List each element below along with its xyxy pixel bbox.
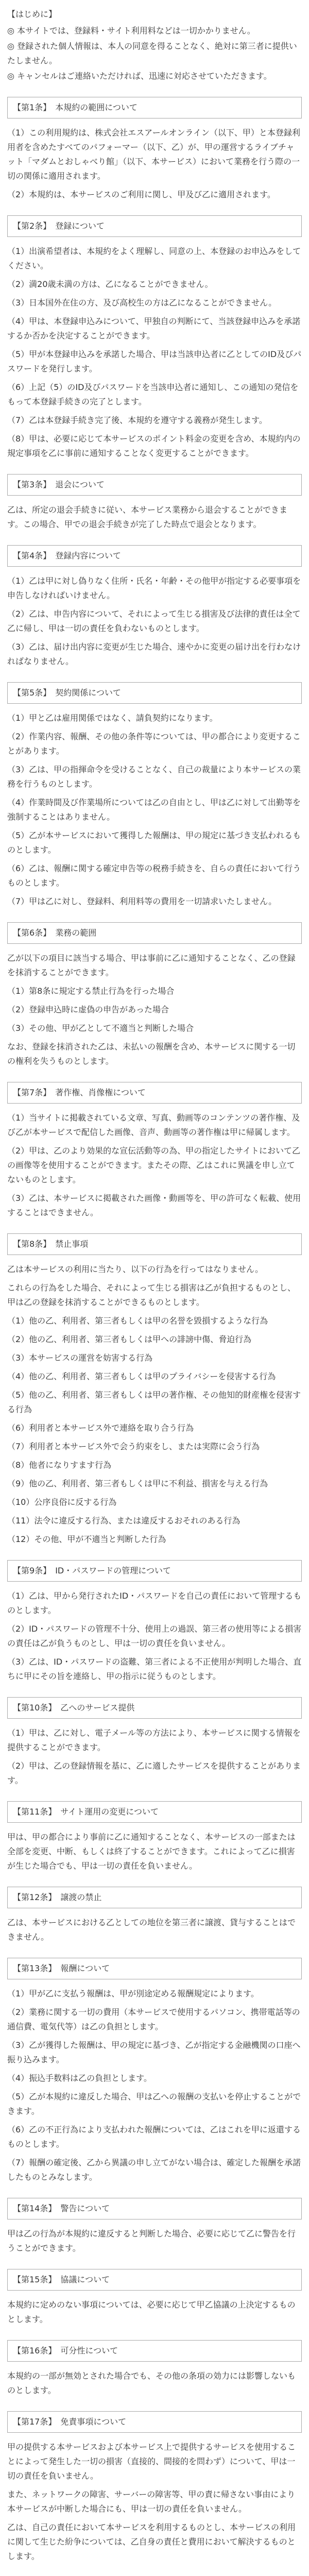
article-title: 譲渡の禁止 — [60, 1892, 102, 1902]
article-title: 登録について — [55, 221, 105, 231]
article-paragraph: （6）上記（5）のID及びパスワードを当該申込者に通知し、この通知の発信をもって本登録手続きの完了とします。 — [7, 382, 299, 406]
article-paragraph: （5）他の乙、利用者、第三者もしくは甲の著作権、その他知的財産権を侵害する行為 — [7, 1390, 301, 1414]
article-8 — [7, 1233, 302, 1547]
article-heading — [7, 215, 302, 237]
article-paragraph: （2）甲は、乙の登録情報を基に、乙に適したサービスを提供することがあります。 — [7, 1761, 301, 1785]
article-paragraph: （1）この利用規約は、株式会社エスアールオンライン（以下、甲）と本登録利用者を含めたすべてのパフォーマー（以下、乙）が、甲の運営するライブチャット「マダムとおしゃべり館」（以下、本サービス）において業務を行う際の一切の関係に適用されます。 — [7, 128, 300, 181]
article-paragraph: （3）乙は、本サービスに掲載された画像・動画等を、甲の許可なく転載、使用することはできません。 — [7, 1193, 301, 1217]
article-title: 禁止事項 — [55, 1239, 89, 1249]
article-heading — [7, 922, 302, 944]
article-number: 【第10条】 — [13, 1703, 53, 1713]
article-17 — [7, 2411, 302, 2564]
article-title: 警告について — [60, 2204, 110, 2213]
article-paragraph: （5）乙が本規約に違反した場合、甲は乙への報酬の支払いを停止することができます。 — [7, 2092, 301, 2116]
article-paragraph: （1）第8条に規定する禁止行為を行った場合 — [7, 986, 175, 996]
article-paragraph: （2）ID・パスワードの管理不十分、使用上の過誤、第三者の使用等による損害の責任は乙が負うものとし、甲は一切の責任を負いません。 — [7, 1624, 302, 1648]
intro-block — [7, 7, 302, 83]
article-paragraph: （4）他の乙、利用者、第三者もしくは甲のプライバシーを侵害する行為 — [7, 1371, 276, 1381]
article-paragraph: （11）法令に違反する行為、または違反するおそれのある行為 — [7, 1516, 241, 1526]
article-paragraph: （7）報酬の確定後、乙から異議の申し立てがない場合は、確定した報酬を承諾したものとみなします。 — [7, 2158, 301, 2182]
article-number: 【第2条】 — [13, 221, 47, 231]
article-paragraph: （1）出演希望者は、本規約をよく理解し、同意の上、本登録のお申込みをしてください。 — [7, 246, 301, 270]
article-6 — [7, 922, 302, 1069]
article-9 — [7, 1560, 302, 1684]
article-4 — [7, 545, 302, 669]
article-paragraph: （1）乙は、甲から発行されたID・パスワードを自己の責任において管理するものとします。 — [7, 1591, 302, 1615]
article-paragraph: （2）本規約は、本サービスのご利用に関し、甲及び乙に適用されます。 — [7, 190, 276, 199]
article-paragraph: （1）当サイトに掲載されている文章、写真、動画等のコンテンツの著作権、及び乙が本サービスで配信した画像、音声、動画等の著作権は甲に帰属します。 — [7, 1113, 300, 1137]
article-paragraph: （2）満20歳未満の方は、乙になることができません。 — [7, 279, 213, 289]
article-number: 【第5条】 — [13, 688, 47, 698]
article-number: 【第3条】 — [13, 480, 47, 489]
article-paragraph: （4）振込手数料は乙の負担とします。 — [7, 2073, 152, 2083]
article-title: 免責事項について — [60, 2417, 127, 2427]
article-heading — [7, 1697, 302, 1719]
article-title: 業務の範囲 — [55, 928, 97, 938]
article-title: 本規約の範囲について — [55, 103, 138, 112]
article-12 — [7, 1887, 302, 1944]
article-paragraph: （9）他の乙、利用者、第三者もしくは甲に不利益、損害を与える行為 — [7, 1479, 268, 1488]
article-paragraph: （12）その他、甲が不適当と判断した行為 — [7, 1534, 166, 1544]
article-paragraph: （1）乙は甲に対し偽りなく住所・氏名・年齢・その他甲が指定する必要事項を申告しなければいけません。 — [7, 576, 301, 600]
article-number: 【第9条】 — [13, 1566, 47, 1575]
article-heading — [7, 2269, 302, 2291]
article-paragraph: （8）他者になりすます行為 — [7, 1460, 112, 1470]
article-paragraph: （3）乙は、届け出内容に変更が生じた場合、速やかに変更の届け出を行わなければなりません。 — [7, 642, 301, 666]
article-paragraph: （1）甲が乙に支払う報酬は、甲が別途定める報酬規定によります。 — [7, 1989, 259, 1998]
article-number: 【第14条】 — [13, 2204, 53, 2213]
article-paragraph: （2）登録申込時に虚偽の申告があった場合 — [7, 1005, 169, 1014]
article-paragraph: （6）乙は、報酬に関する確定申告等の税務手続きを、自らの責任において行うものとします。 — [7, 863, 301, 888]
article-paragraph: （1）他の乙、利用者、第三者もしくは甲の名誉を毀損するような行為 — [7, 1316, 268, 1326]
article-paragraph: （2）甲は、乙のより効果的な宣伝活動等の為、甲の指定したサイトにおいて乙の画像等を使用することができます。またその際、乙はこれに異議を申し立てないものとします。 — [7, 1146, 301, 1184]
article-number: 【第7条】 — [13, 1088, 47, 1097]
article-3 — [7, 474, 302, 532]
article-heading — [7, 2411, 302, 2433]
article-paragraph: （7）乙は本登録手続き完了後、本規約を遵守する義務が発生します。 — [7, 415, 267, 425]
article-number: 【第6条】 — [13, 928, 47, 938]
article-heading — [7, 1801, 302, 1823]
article-7 — [7, 1082, 302, 1220]
article-paragraph: （6）乙の不正行為により支払われた報酬については、乙はこれを甲に返還するものとします。 — [7, 2125, 301, 2149]
article-paragraph: 本規約の一部が無効とされた場合でも、その他の条項の効力には影響しないものとします。 — [7, 2371, 296, 2395]
article-1 — [7, 97, 302, 202]
article-number: 【第1条】 — [13, 103, 47, 112]
article-paragraph: （7）利用者と本サービス外で会う約束をし、または実際に会う行為 — [7, 1442, 260, 1451]
article-paragraph: （3）その他、甲が乙として不適当と判断した場合 — [7, 1023, 194, 1033]
articles-list — [7, 97, 302, 2564]
article-paragraph: （2）乙は、申告内容について、それによって生じる損害及び法律的責任は全て乙に帰し、甲は一切の責任を負わないものとします。 — [7, 609, 301, 633]
article-title: 報酬について — [60, 1963, 110, 1973]
article-paragraph: （2）業務に関する一切の費用（本サービスで使用するパソコン、携帯電話等の通信費、電気代等）は乙の負担とします。 — [7, 2007, 300, 2031]
article-paragraph: （4）作業時間及び作業場所については乙の自由とし、甲は乙に対して出勤等を強制することはありません。 — [7, 798, 301, 822]
article-paragraph: 乙は、自己の責任において本サービスを利用するものとし、本サービスの利用に関して生じた紛争については、乙自身の責任と費用において解決するものとします。 — [7, 2522, 296, 2561]
article-paragraph: 甲は、甲の都合により事前に乙に通知することなく、本サービスの一部または全部を変更、中断、もしくは終了することができます。これによって乙に損害が生じた場合でも、甲は一切の責任を負いません。 — [7, 1832, 296, 1871]
article-15 — [7, 2269, 302, 2327]
article-paragraph: なお、登録を抹消された乙は、未払いの報酬を含め、本サービスに関する一切の権利を失うものとします。 — [7, 1042, 296, 1066]
article-10 — [7, 1697, 302, 1788]
article-paragraph: （5）甲が本登録申込みを承諾した場合、甲は当該申込者に乙としてのID及びパスワードを発行します。 — [7, 349, 302, 374]
article-number: 【第12条】 — [13, 1892, 53, 1902]
article-paragraph: 甲は乙の行為が本規約に違反すると判断した場合、必要に応じて乙に警告を行うことができます。 — [7, 2229, 296, 2253]
intro-item: ◎ 本サイトでは、登録料・サイト利用料などは一切かかりません。 — [7, 26, 255, 36]
article-paragraph: （1）甲と乙は雇用関係ではなく、請負契約になります。 — [7, 713, 218, 723]
article-2 — [7, 215, 302, 461]
article-paragraph: 乙は、所定の退会手続きに従い、本サービス業務から退会することができます。この場合、甲での退会手続きが完了した時点で退会となります。 — [7, 505, 288, 529]
article-paragraph: （10）公序良俗に反する行為 — [7, 1497, 117, 1507]
article-number: 【第11条】 — [13, 1807, 53, 1817]
article-title: 契約関係について — [55, 688, 121, 698]
article-title: サイト運用の変更について — [60, 1807, 159, 1817]
intro-item: ◎ 登録された個人情報は、本人の同意を得ることなく、絶対に第三者に提供いたしません。 — [7, 41, 297, 65]
article-paragraph: （1）甲は、乙に対し、電子メール等の方法により、本サービスに関する情報を提供することができます。 — [7, 1728, 301, 1752]
article-paragraph: また、ネットワークの障害、サーバーの障害等、甲の責に帰さない事由により本サービスが中断した場合にも、甲は一切の責任を負いません。 — [7, 2489, 296, 2514]
article-14 — [7, 2198, 302, 2256]
article-title: 協議について — [60, 2275, 110, 2284]
article-title: 退会について — [55, 480, 105, 489]
article-number: 【第17条】 — [13, 2417, 53, 2427]
article-title: 可分性について — [60, 2346, 118, 2355]
article-number: 【第13条】 — [13, 1963, 53, 1973]
article-paragraph: （6）利用者と本サービス外で連絡を取り合う行為 — [7, 1423, 194, 1433]
article-5 — [7, 682, 302, 909]
article-paragraph: （3）乙は、ID・パスワードの盗難、第三者による不正使用が判明した場合、直ちに甲にその旨を連絡し、甲の指示に従うものとします。 — [7, 1657, 302, 1681]
article-paragraph: 乙は、本サービスにおける乙としての地位を第三者に譲渡、貸与することはできません。 — [7, 1918, 296, 1942]
intro-item: ◎ キャンセルはご連絡いただければ、迅速に対応させていただきます。 — [7, 71, 272, 81]
article-paragraph: 本規約に定めのない事項については、必要に応じて甲乙協議の上決定するものとします。 — [7, 2300, 296, 2324]
article-paragraph: （8）甲は、必要に応じて本サービスのポイント料金の変更を含め、本規約内の規定事項を乙に事前に通知することなく変更することができます。 — [7, 434, 301, 458]
article-number: 【第4条】 — [13, 551, 47, 561]
article-16 — [7, 2340, 302, 2398]
article-number: 【第16条】 — [13, 2346, 53, 2355]
article-heading — [7, 1560, 302, 1582]
article-heading — [7, 1233, 302, 1255]
intro-heading: 【はじめに】 — [7, 9, 57, 19]
article-title: ID・パスワードの管理について — [55, 1566, 171, 1575]
article-heading — [7, 1082, 302, 1104]
article-paragraph: これらの行為をした場合、それによって生じる損害は乙が負担するものとし、甲は乙の登録を抹消することができるものとします。 — [7, 1283, 296, 1307]
article-paragraph: 甲の提供する本サービスおよび本サービス上で提供するサービスを使用することによって発生した一切の損害（直接的、間接的を問わず）について、甲は一切の責任を負いません。 — [7, 2442, 296, 2481]
article-title: 著作権、肖像権について — [55, 1088, 146, 1097]
article-paragraph: （3）日本国外在住の方、及び高校生の方は乙になることができません。 — [7, 298, 277, 308]
article-heading — [7, 1887, 302, 1908]
article-paragraph: （5）乙が本サービスにおいて獲得した報酬は、甲の規定に基づき支払われるものとします。 — [7, 831, 301, 855]
article-13 — [7, 1958, 302, 2184]
article-number: 【第8条】 — [13, 1239, 47, 1249]
article-number: 【第15条】 — [13, 2275, 53, 2284]
article-heading — [7, 682, 302, 704]
article-title: 登録内容について — [55, 551, 121, 561]
article-paragraph: （3）乙が獲得した報酬は、甲の規定に基づき、乙が指定する金融機関の口座へ振り込みます。 — [7, 2040, 301, 2064]
article-paragraph: （3）乙は、甲の指揮命令を受けることなく、自己の裁量により本サービスの業務を行うものとします。 — [7, 765, 301, 789]
article-paragraph: （3）本サービスの運営を妨害する行為 — [7, 1353, 153, 1363]
article-11 — [7, 1801, 302, 1873]
article-paragraph: （7）甲は乙に対し、登録料、利用料等の費用を一切請求いたしません。 — [7, 896, 277, 906]
article-paragraph: （4）甲は、本登録申込みについて、甲独自の判断にて、当該登録申込みを承諾するか否かを決定することができます。 — [7, 316, 301, 341]
article-heading — [7, 2340, 302, 2362]
article-heading — [7, 545, 302, 567]
article-paragraph: （2）作業内容、報酬、その他の条件等については、甲の都合により変更することがあります。 — [7, 732, 301, 756]
article-paragraph: 乙が以下の項目に該当する場合、甲は事前に乙に通知することなく、乙の登録を抹消することができます。 — [7, 953, 296, 977]
article-paragraph: 乙は本サービスの利用に当たり、以下の行為を行ってはなりません。 — [7, 1264, 263, 1274]
article-heading — [7, 1958, 302, 1979]
article-heading — [7, 474, 302, 496]
article-heading — [7, 97, 302, 118]
article-heading — [7, 2198, 302, 2219]
article-title: 乙へのサービス提供 — [60, 1703, 135, 1713]
article-paragraph: （2）他の乙、利用者、第三者もしくは甲への誹謗中傷、脅迫行為 — [7, 1334, 252, 1344]
